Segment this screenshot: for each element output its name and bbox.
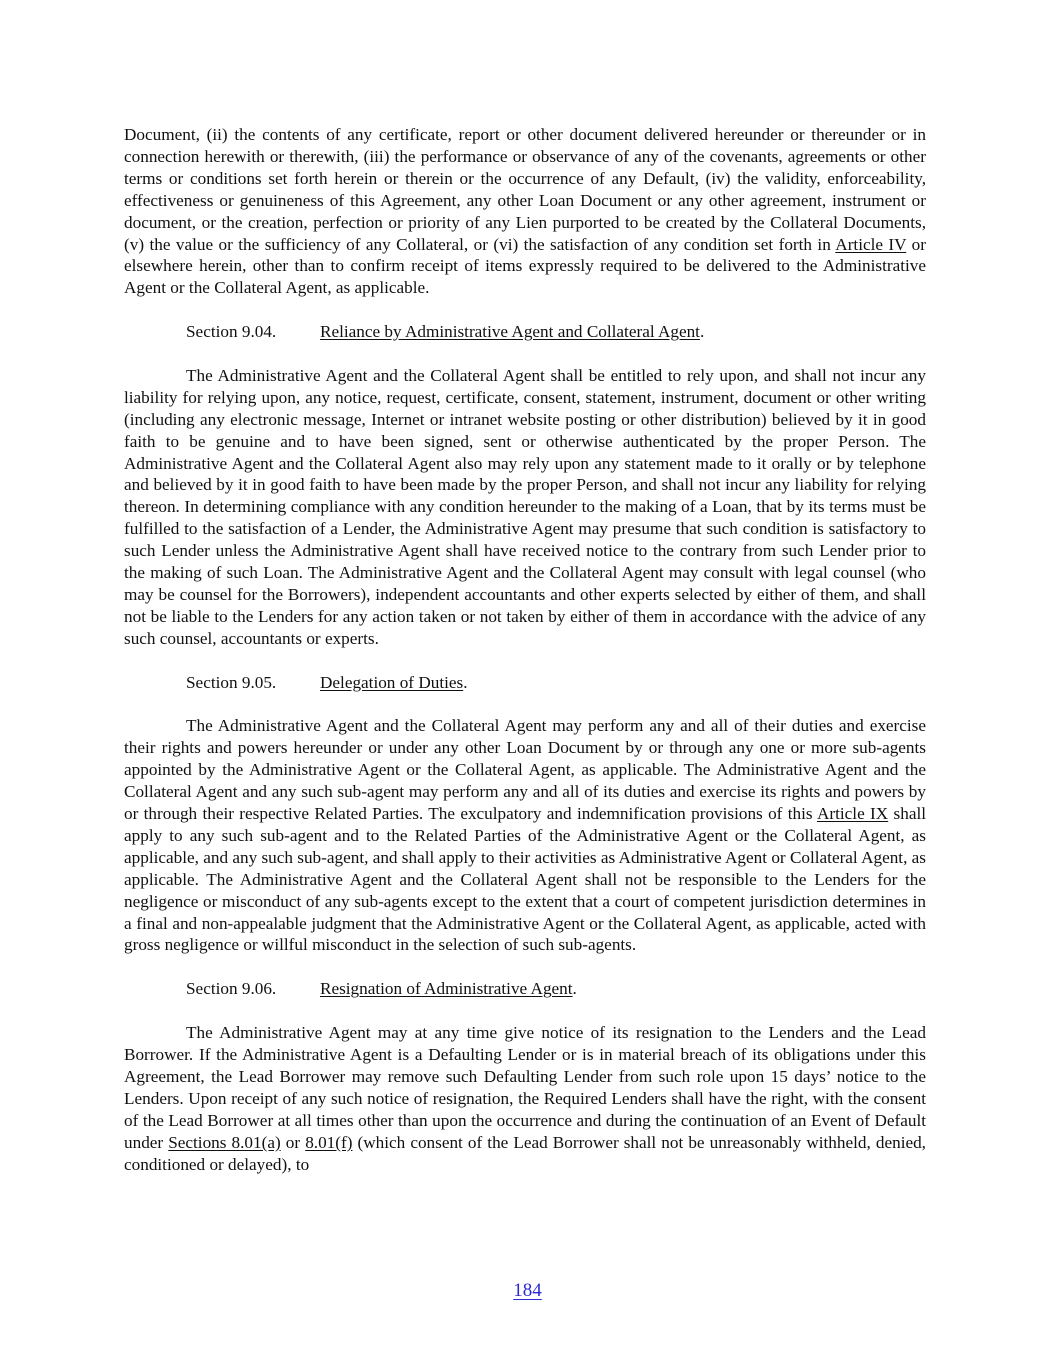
section-title: Delegation of Duties [320, 672, 464, 692]
paragraph-text: The Administrative Agent may at any time give notice of its resignation to the Lenders and the Lead Borrower. If the Administrative Agent is a Defaulting Lender or is in material breach of its obligations under this Agreement, the Lead Borrower may remove such Defaulting Lender from such role upon 15 days’ notice to the Lenders. Upon receipt of any such notice of resignation, the Required Lenders shall have the right, with the consent of the Lead Borrower at all times other than upon the occurrence and during the continuation of an Event of Default under [124, 1023, 926, 1152]
document-page [124, 124, 926, 1175]
article-iv-reference: Article IV [835, 234, 907, 254]
page-footer [0, 1280, 1055, 1302]
paragraph-text: or elsewhere herein, other than to confirm receipt of items expressly required to be delivered to the Administrative Agent or the Collateral Agent, as applicable. [124, 234, 926, 298]
section-8-01-f-reference: 8.01(f) [305, 1132, 353, 1152]
section-9-04-heading [124, 321, 926, 343]
section-number: Section 9.05. [186, 672, 277, 692]
title-period: . [699, 322, 705, 342]
section-title: Reliance by Administrative Agent and Collateral Agent [320, 322, 700, 342]
section-title: Resignation of Administrative Agent [320, 979, 573, 999]
section-9-05-body [124, 715, 926, 956]
title-period: . [572, 979, 577, 999]
page-number-link[interactable]: 184 [513, 1280, 542, 1301]
paragraph-text: Document, (ii) the contents of any certificate, report or other document delivered hereunder or thereunder or in connection herewith or therewith, (iii) the performance or observance of any of the covenants, agreements or other terms or conditions set forth herein or therein or the occurrence of any Default, (iv) the validity, enforceability, effectiveness or genuineness of this Agreement, any other Loan Document or any other agreement, instrument or document, or the creation, perfection or priority of any Lien purported to be created by the Collateral Documents, (v) the value or the sufficiency of any Collateral, or (vi) the satisfaction of any condition set forth in [124, 125, 926, 254]
section-9-04-body: The Administrative Agent and the Collateral Agent shall be entitled to rely upon, and shall not incur any liability for relying upon, any notice, request, certificate, consent, statement, instrument, document or other writing (including any electronic message, Internet or intranet website posting or other distribution) believed by it in good faith to be genuine and to have been signed, sent or otherwise authenticated by the proper Person. The Administrative Agent and the Collateral Agent also may rely upon any statement made to it orally or by telephone and believed by it in good faith to have been made by the proper Person, and shall not incur any liability for relying thereon. In determining compliance with any condition hereunder to the making of a Loan, that by its terms must be fulfilled to the satisfaction of a Lender, the Administrative Agent may presume that such condition is satisfactory to such Lender unless the Administrative Agent shall have received notice to the contrary from such Lender prior to the making of such Loan. The Administrative Agent and the Collateral Agent may consult with legal counsel (who may be counsel for the Borrowers), independent accountants and other experts selected by either of them, and shall not be liable to the Lenders for any action taken or not taken by either of them in accordance with the advice of any such counsel, accountants or experts. [124, 365, 926, 648]
section-number: Section 9.04. [186, 322, 277, 342]
sections-8-01-a-reference: Sections 8.01(a) [168, 1132, 281, 1152]
section-9-06-heading [124, 978, 926, 1000]
paragraph-text: or [280, 1132, 306, 1152]
section-number: Section 9.06. [186, 979, 277, 999]
section-9-05-heading [124, 672, 926, 694]
article-ix-reference: Article IX [816, 804, 889, 824]
paragraph-continuation [124, 124, 926, 299]
title-period: . [463, 672, 468, 692]
paragraph-text: (which consent of the Lead Borrower shall not be unreasonably withheld, denied, conditioned or delayed), to [124, 1132, 926, 1174]
paragraph-text: shall apply to any such sub-agent and to the Related Parties of the Administrative Agent or the Collateral Agent, as applicable, and any such sub-agent, and shall apply to their activities as Administrative Agent or Collateral Agent, as applicable. The Administrative Agent and the Collateral Agent shall not be responsible to the Lenders for the negligence or misconduct of any sub-agents except to the extent that a court of competent jurisdiction determines in a final and non-appealable judgment that the Administrative Agent or the Collateral Agent, as applicable, acted with gross negligence or willful misconduct in the selection of such sub-agents. [124, 804, 926, 955]
paragraph-text: The Administrative Agent and the Collateral Agent may perform any and all of their duties and exercise their rights and powers hereunder or under any other Loan Document by or through any one or more sub-agents appointed by the Administrative Agent or the Collateral Agent, as applicable. The Administrative Agent and the Collateral Agent and any such sub-agent may perform any and all of its duties and exercise its rights and powers by or through their respective Related Parties. The exculpatory and indemnification provisions of this [124, 716, 926, 824]
section-9-06-body [124, 1022, 926, 1175]
